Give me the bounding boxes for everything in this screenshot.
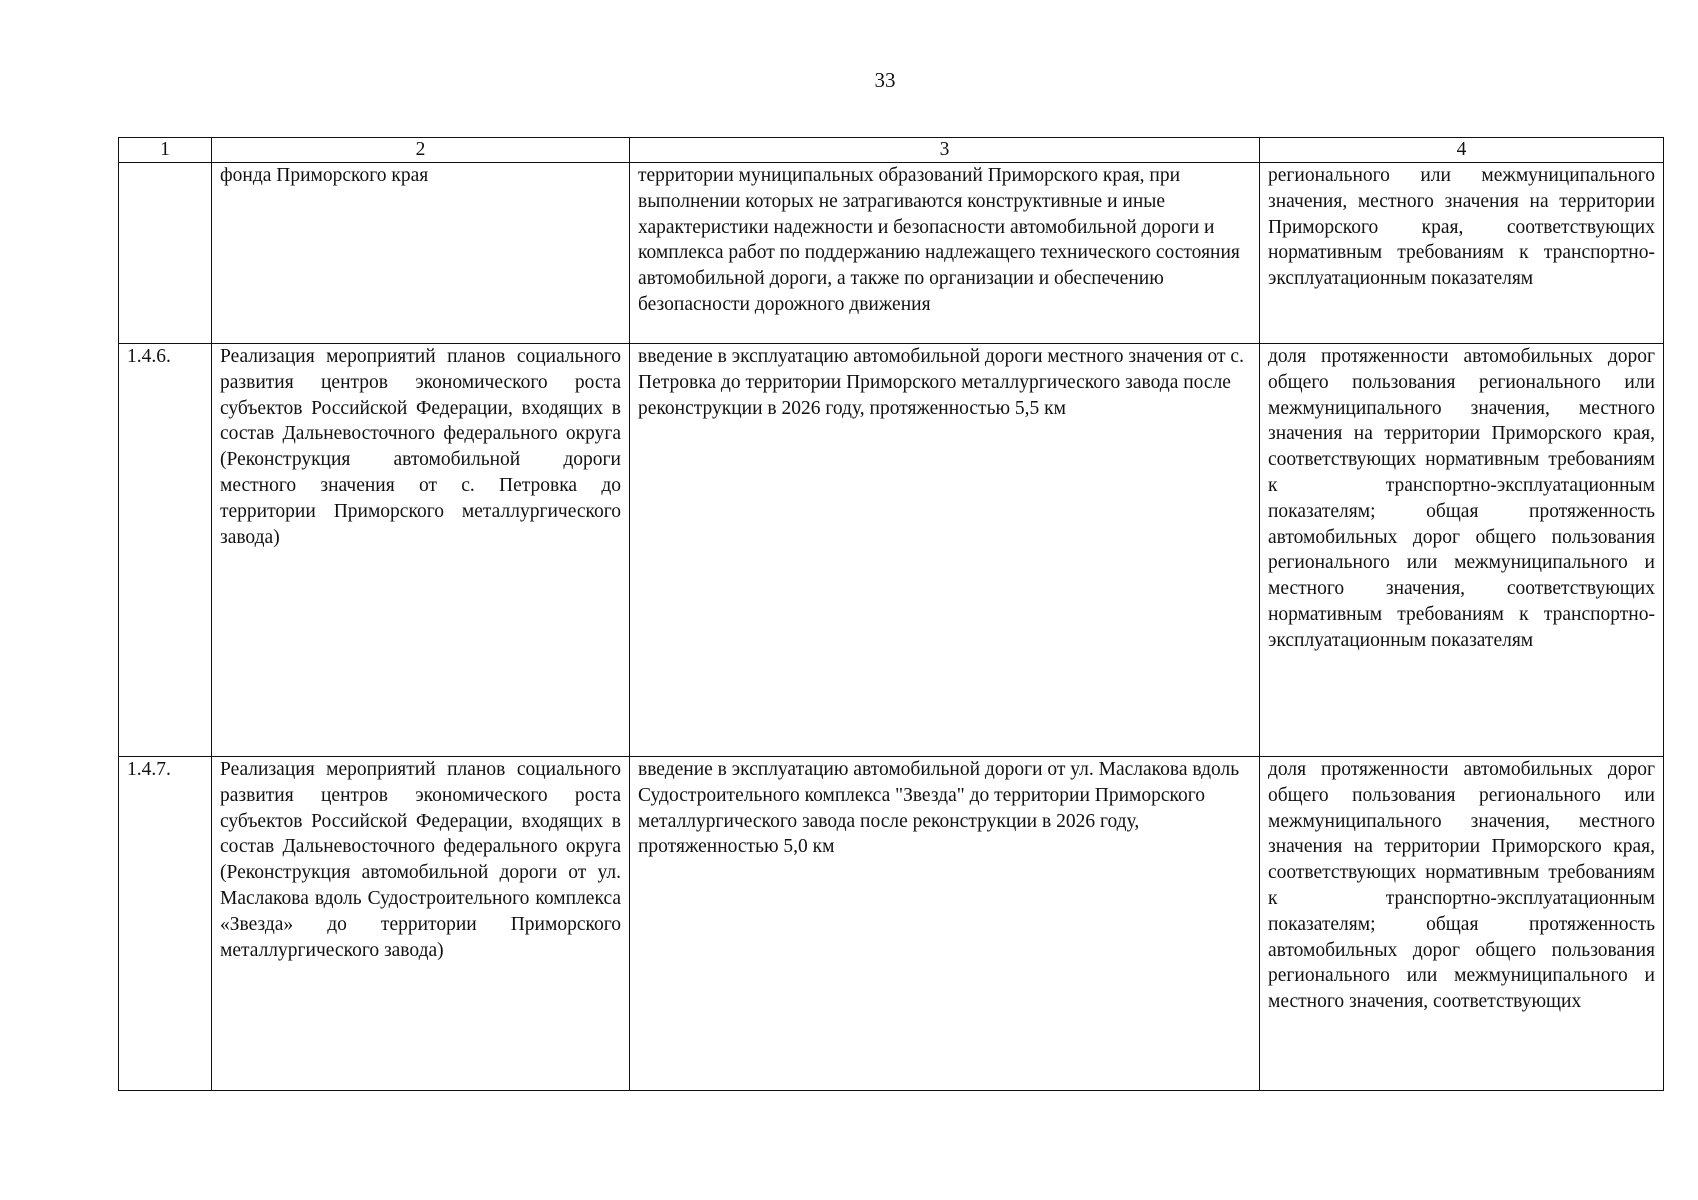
measure-name-cell: Реализация мероприятий планов социального развития центров экономического роста субъектов Российской Федерации, входящих в состав Дальневосточного федерального округа (Реконструкция автомобильной дороги от ул. Маслакова вдоль Судостроительного комплекса «Звезда» до территории Приморского металлургического завода) (212, 757, 630, 1091)
row-number (119, 163, 212, 344)
result-description-cell: введение в эксплуатацию автомобильной дороги от ул. Маслакова вдоль Судостроительного комплекса "Звезда" до территории Приморского металлургического завода после реконструкции в 2026 году, протяженностью 5,0 км (630, 757, 1260, 1091)
column-header-1: 1 (119, 138, 212, 163)
indicator-cell: регионального или межмуниципального значения, местного значения на территории Приморского края, соответствующих нормативным требованиям к транспортно-эксплуатационным показателям (1260, 163, 1664, 344)
column-header-2: 2 (212, 138, 630, 163)
table-header-row (119, 138, 1664, 163)
result-description-cell: территории муниципальных образований Приморского края, при выполнении которых не затрагиваются конструктивные и иные характеристики надежности и безопасности автомобильной дороги и комплекса работ по поддержанию надлежащего технического состояния автомобильной дороги, а также по организации и обеспечению безопасности дорожного движения (630, 163, 1260, 344)
indicator-cell: доля протяженности автомобильных дорог общего пользования регионального или межмуниципального значения, местного значения на территории Приморского края, соответствующих нормативным требованиям к транспортно-эксплуатационным показателям; общая протяженность автомобильных дорог общего пользования регионального или межмуниципального и местного значения, соответствующих нормативным требованиям к транспортно-эксплуатационным показателям (1260, 344, 1664, 757)
column-header-3: 3 (630, 138, 1260, 163)
row-number: 1.4.6. (119, 344, 212, 757)
table-row (119, 344, 1664, 757)
measure-name-cell: фонда Приморского края (212, 163, 630, 344)
page-number: 33 (874, 68, 896, 92)
measure-name-cell: Реализация мероприятий планов социального развития центров экономического роста субъектов Российской Федерации, входящих в состав Дальневосточного федерального округа (Реконструкция автомобильной дороги местного значения от с. Петровка до территории Приморского металлургического завода) (212, 344, 630, 757)
row-number: 1.4.7. (119, 757, 212, 1091)
result-description-cell: введение в эксплуатацию автомобильной дороги местного значения от с. Петровка до территории Приморского металлургического завода после реконструкции в 2026 году, протяженностью 5,5 км (630, 344, 1260, 757)
table-row (119, 757, 1664, 1091)
column-header-4: 4 (1260, 138, 1664, 163)
document-table (118, 137, 1664, 1091)
table-row (119, 163, 1664, 344)
indicator-cell: доля протяженности автомобильных дорог общего пользования регионального или межмуниципального значения, местного значения на территории Приморского края, соответствующих нормативным требованиям к транспортно-эксплуатационным показателям; общая протяженность автомобильных дорог общего пользования регионального или межмуниципального и местного значения, соответствующих (1260, 757, 1664, 1091)
